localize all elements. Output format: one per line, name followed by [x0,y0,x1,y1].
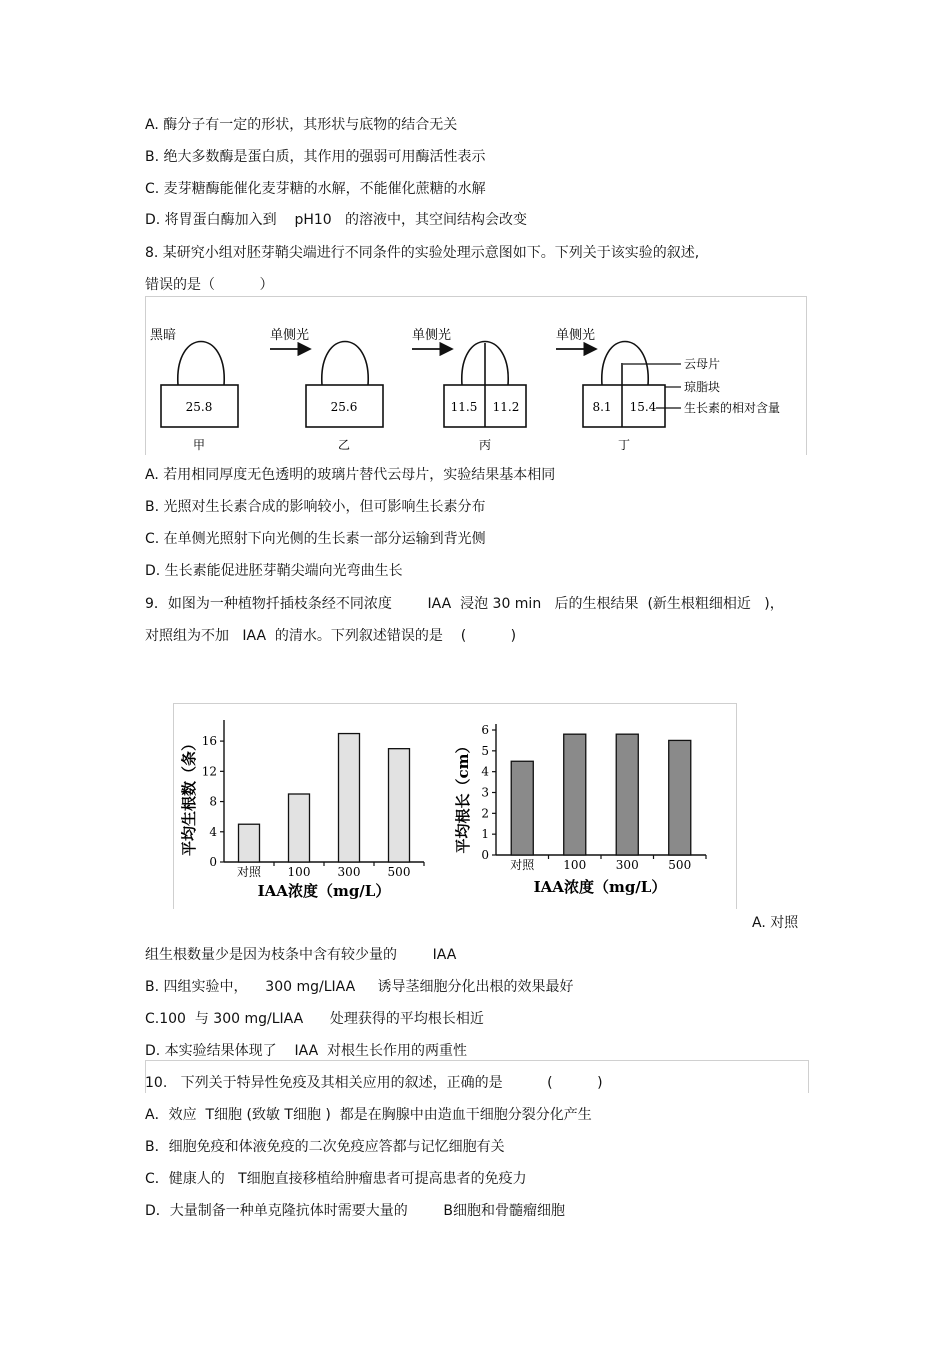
q10-option-a: A．效应 T细胞 (致敏 T细胞 ) 都是在胸腺中由造血干细胞分裂分化产生 [145,1107,592,1123]
q10-stem: 10. 下列关于特异性免疫及其相关应用的叙述，正确的是 ( ) [145,1075,603,1091]
auxin-value-right: 15.4 [629,400,657,414]
chart2-ytick-label: 1 [481,827,489,842]
legend-agar: 琼脂块 [684,380,721,394]
chart1-ytick-label: 12 [201,764,217,779]
q9-option-c: C.100 与 300 mg/LIAA 处理获得的平均根长相近 [145,1011,484,1027]
panel-label-jia: 甲 [192,438,206,452]
chart2-bar [669,740,691,855]
condition-label-yi: 单侧光 [270,328,310,343]
legend-mica: 云母片 [684,357,721,371]
q9-option-d: D. 本实验结果体现了 IAA 对根生长作用的两重性 [145,1043,468,1059]
iaa-charts [173,703,737,909]
q8-stem-line2: 错误的是（ ） [145,277,274,293]
chart1-ytick-label: 0 [209,855,217,869]
chart2-ytick-label: 5 [481,743,489,758]
q7-option-d: D. 将胃蛋白酶加入到 pH10 的溶液中，其空间结构会改变 [145,212,528,228]
chart1-ytick-label: 8 [209,794,217,809]
chart2-ylabel: 平均根长（cm） [454,738,472,854]
q9-option-a-part1: A. 对照 [752,915,799,931]
q8-option-c: C. 在单侧光照射下向光侧的生长素一部分运输到背光侧 [145,531,486,547]
panel-label-bing: 丙 [478,438,492,452]
chart2-xlabel: IAA浓度（mg/L） [533,878,667,896]
chart2-category-label: 300 [615,858,639,872]
panel-label-ding: 丁 [617,438,631,452]
q10-option-d: D．大量制备一种单克隆抗体时需要大量的 B细胞和骨髓瘤细胞 [145,1203,565,1219]
coleoptile-figure [145,296,807,455]
auxin-value-right: 11.2 [492,400,520,414]
q7-option-a: A. 酶分子有一定的形状，其形状与底物的结合无关 [145,117,458,133]
q7-option-b: B. 绝大多数酶是蛋白质，其作用的强弱可用酶活性表示 [145,149,486,165]
chart2-ytick-label: 3 [481,785,489,800]
chart2-ytick-label: 4 [481,764,489,779]
q8-option-a: A. 若用相同厚度无色透明的玻璃片替代云母片，实验结果基本相同 [145,467,556,483]
auxin-value-left: 8.1 [592,400,612,414]
q9-stem-line2: 对照组为不加 IAA 的清水。下列叙述错误的是 ( ) [145,628,517,644]
q10-option-c: C．健康人的 T细胞直接移植给肿瘤患者可提高患者的免疫力 [145,1171,527,1187]
q9-stem-line1: 9．如图为一种植物扦插枝条经不同浓度 IAA 浸泡 30 min 后的生根结果 (新生根粗细相近 )， [145,596,784,612]
q8-stem-line1: 8. 某研究小组对胚芽鞘尖端进行不同条件的实验处理示意图如下。下列关于该实验的叙述, [145,245,700,261]
coleoptile-diagram [146,297,806,455]
chart1-category-label: 100 [287,865,311,879]
chart2-bar [616,734,638,855]
condition-label-jia: 黑暗 [150,328,177,343]
chart2-ytick-label: 6 [481,723,489,737]
chart1-category-label: 500 [387,865,411,879]
chart1-bar [289,794,310,862]
auxin-value: 25.8 [185,400,213,414]
chart1-category-label: 300 [337,865,361,879]
auxin-value-left: 11.5 [450,400,478,414]
q9-option-b: B. 四组实验中， 300 mg/LIAA 诱导茎细胞分化出根的效果最好 [145,979,574,995]
q9-option-a-part2: 组生根数量少是因为枝条中含有较少量的 IAA [145,947,457,963]
iaa-bar-charts [174,704,736,909]
q7-option-c: C. 麦芽糖酶能催化麦芽糖的水解，不能催化蔗糖的水解 [145,181,486,197]
condition-label-ding: 单侧光 [556,328,596,343]
chart1-bar [389,749,410,862]
chart2-ytick-label: 2 [481,806,489,821]
chart1-ytick-label: 4 [209,824,217,839]
panel-label-yi: 乙 [337,438,351,452]
chart1-bar [239,824,260,862]
q8-option-b: B. 光照对生长素合成的影响较小，但可影响生长素分布 [145,499,486,515]
chart1-category-label: 对照 [236,865,262,879]
condition-label-bing: 单侧光 [412,328,452,343]
chart2-bar [511,761,533,855]
chart2-category-label: 对照 [510,858,535,872]
chart2-bar [564,734,586,855]
coleoptile-tip-yi [322,342,368,386]
auxin-value: 25.6 [330,400,358,414]
chart1-bar [339,734,360,862]
chart2-category-label: 500 [668,858,692,872]
legend-auxin: 生长素的相对含量 [684,401,781,415]
chart1-ytick-label: 16 [201,734,217,749]
q8-option-d: D. 生长素能促进胚芽鞘尖端向光弯曲生长 [145,563,403,579]
chart2-category-label: 100 [563,858,587,872]
chart1-xlabel: IAA浓度（mg/L） [257,882,391,900]
chart2-ytick-label: 0 [481,848,489,862]
q10-option-b: B．细胞免疫和体液免疫的二次免疫应答都与记忆细胞有关 [145,1139,505,1155]
chart1-ylabel: 平均生根数（条） [180,735,198,857]
coleoptile-tip-jia [178,342,224,386]
coleoptile-tip-ding [602,342,648,386]
